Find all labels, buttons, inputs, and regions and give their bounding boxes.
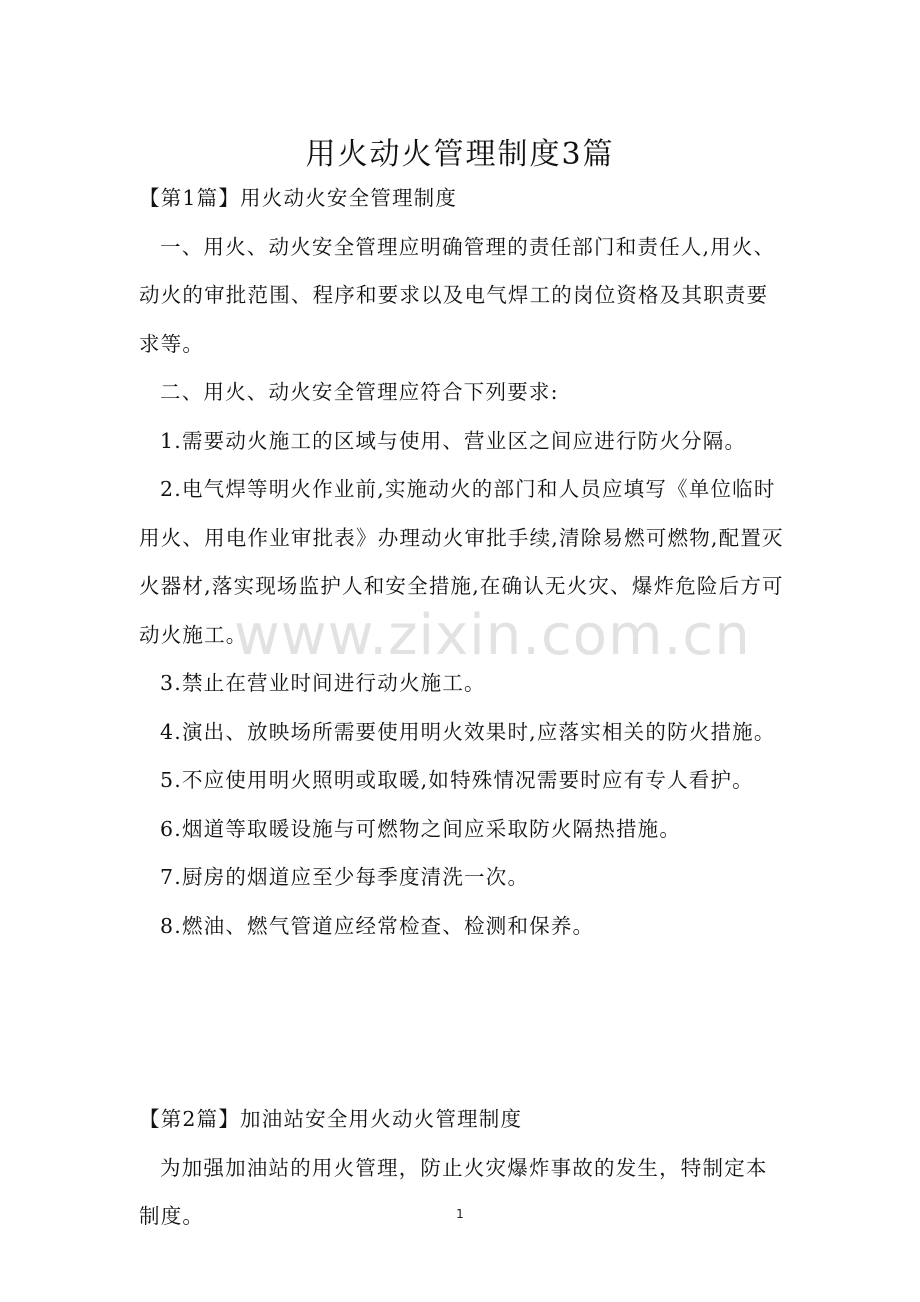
list-item: 8.燃油、燃气管道应经常检查、检测和保养。 bbox=[160, 913, 595, 938]
list-item: 2.电气焊等明火作业前,实施动火的部门和人员应填写《单位临时用火、用电作业审批表》办理动火审批手续,清除易燃可燃物,配置灭火器材,落实现场监护人和安全措施,在确认无火灾、爆炸危险后方可动火施工。 bbox=[139, 477, 784, 647]
document-title: 用火动火管理制度3篇 bbox=[305, 137, 615, 173]
list-item: 7.厨房的烟道应至少每季度清洗一次。 bbox=[160, 865, 530, 889]
document-body bbox=[139, 174, 787, 1241]
paragraph: 二、用火、动火安全管理应符合下列要求: bbox=[160, 380, 559, 404]
list-item: 5.不应使用明火照明或取暖,如特殊情况需要时应有专人看护。 bbox=[160, 768, 754, 792]
paragraph: 一、用火、动火安全管理应明确管理的责任部门和责任人,用火、动火的审批范围、程序和要求以及电气焊工的岗位资格及其职责要求等。 bbox=[139, 234, 776, 356]
watermark: www.zixin.com.cn bbox=[234, 603, 751, 668]
section-spacer bbox=[139, 950, 787, 1095]
paragraph: 为加强加油站的用火管理，防止火灾爆炸事故的发生，特制定本制度。 bbox=[139, 1155, 768, 1228]
list-item: 4.演出、放映场所需要使用明火效果时,应落实相关的防火措施。 bbox=[160, 719, 776, 744]
section-heading: 【第1篇】用火动火安全管理制度 bbox=[139, 186, 458, 210]
list-item: 3.禁止在营业时间进行动火施工。 bbox=[160, 671, 486, 695]
page-number: 1 bbox=[456, 1207, 464, 1221]
list-item: 6.烟道等取暖设施与可燃物之间应采取防火隔热措施。 bbox=[160, 816, 682, 841]
list-item: 1.需要动火施工的区域与使用、营业区之间应进行防火分隔。 bbox=[160, 428, 747, 453]
section-heading: 【第2篇】加油站安全用火动火管理制度 bbox=[139, 1107, 523, 1131]
